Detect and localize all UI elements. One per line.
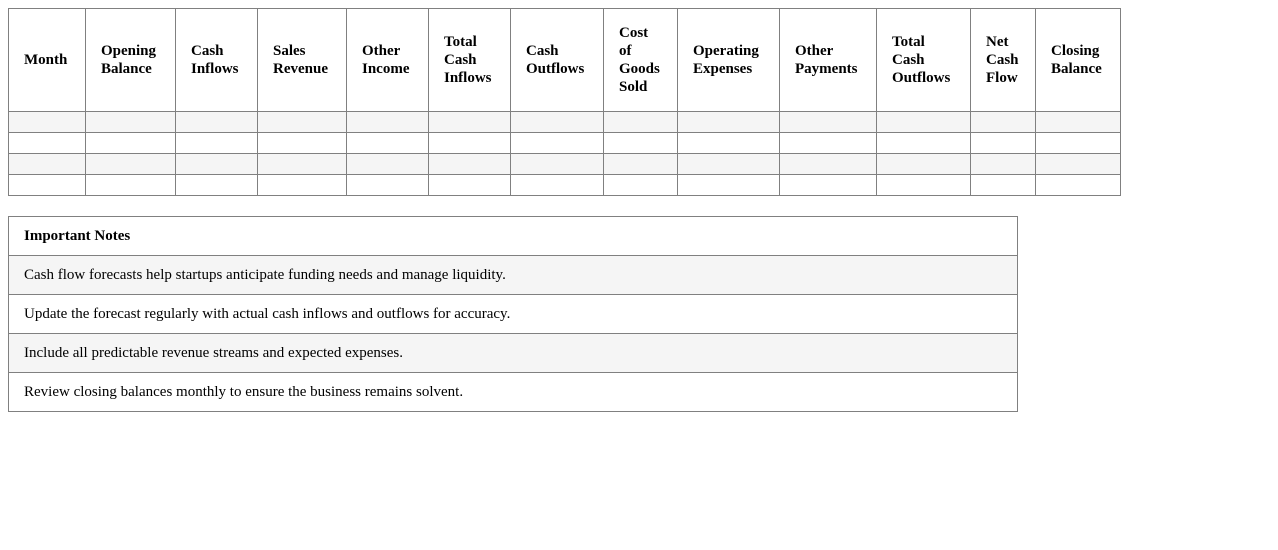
table-cell[interactable]: [86, 112, 176, 133]
header-cash-outflows: Cash Outflows: [511, 9, 604, 112]
table-cell[interactable]: [877, 133, 971, 154]
table-row: [9, 133, 1121, 154]
note-row: [9, 256, 1018, 295]
table-cell[interactable]: [86, 154, 176, 175]
table-cell[interactable]: [429, 175, 511, 196]
table-cell[interactable]: [1036, 154, 1121, 175]
table-cell[interactable]: [258, 175, 347, 196]
notes-header-row: [9, 217, 1018, 256]
table-cell[interactable]: [176, 154, 258, 175]
header-cash-inflows: Cash Inflows: [176, 9, 258, 112]
header-month: Month: [9, 9, 86, 112]
table-cell[interactable]: [511, 175, 604, 196]
important-notes-table: [8, 216, 1018, 412]
note-text: Update the forecast regularly with actual cash inflows and outflows for accuracy.: [9, 295, 1018, 334]
header-operating-expenses: Operating Expenses: [678, 9, 780, 112]
table-cell[interactable]: [1036, 112, 1121, 133]
table-row: [9, 154, 1121, 175]
header-closing-balance: Closing Balance: [1036, 9, 1121, 112]
table-cell[interactable]: [176, 112, 258, 133]
table-row: [9, 175, 1121, 196]
table-cell[interactable]: [604, 175, 678, 196]
note-row: [9, 373, 1018, 412]
note-text: Cash flow forecasts help startups anticipate funding needs and manage liquidity.: [9, 256, 1018, 295]
table-cell[interactable]: [604, 112, 678, 133]
table-cell[interactable]: [877, 154, 971, 175]
table-cell[interactable]: [877, 175, 971, 196]
table-cell[interactable]: [9, 175, 86, 196]
table-cell[interactable]: [604, 133, 678, 154]
table-cell[interactable]: [429, 154, 511, 175]
table-cell[interactable]: [971, 112, 1036, 133]
header-total-cash-inflows: Total Cash Inflows: [429, 9, 511, 112]
table-cell[interactable]: [347, 175, 429, 196]
table-cell[interactable]: [258, 112, 347, 133]
table-cell[interactable]: [511, 154, 604, 175]
note-text: Include all predictable revenue streams and expected expenses.: [9, 334, 1018, 373]
header-other-payments: Other Payments: [780, 9, 877, 112]
table-cell[interactable]: [678, 175, 780, 196]
table-cell[interactable]: [780, 133, 877, 154]
table-row: [9, 112, 1121, 133]
header-other-income: Other Income: [347, 9, 429, 112]
table-cell[interactable]: [347, 154, 429, 175]
table-cell[interactable]: [780, 154, 877, 175]
table-cell[interactable]: [176, 175, 258, 196]
table-cell[interactable]: [511, 112, 604, 133]
table-cell[interactable]: [86, 175, 176, 196]
table-cell[interactable]: [176, 133, 258, 154]
table-cell[interactable]: [347, 112, 429, 133]
table-cell[interactable]: [780, 112, 877, 133]
header-row: [9, 9, 1121, 112]
cash-flow-forecast-table: [8, 8, 1121, 196]
header-cost-of-goods-sold: Cost of Goods Sold: [604, 9, 678, 112]
header-opening-balance: Opening Balance: [86, 9, 176, 112]
header-net-cash-flow: Net Cash Flow: [971, 9, 1036, 112]
table-cell[interactable]: [9, 154, 86, 175]
table-cell[interactable]: [429, 112, 511, 133]
table-cell[interactable]: [971, 133, 1036, 154]
table-cell[interactable]: [877, 112, 971, 133]
table-cell[interactable]: [780, 175, 877, 196]
table-cell[interactable]: [1036, 175, 1121, 196]
table-cell[interactable]: [347, 133, 429, 154]
table-cell[interactable]: [971, 175, 1036, 196]
table-cell[interactable]: [511, 133, 604, 154]
table-cell[interactable]: [678, 154, 780, 175]
table-cell[interactable]: [258, 154, 347, 175]
header-total-cash-outflows: Total Cash Outflows: [877, 9, 971, 112]
table-cell[interactable]: [9, 112, 86, 133]
header-sales-revenue: Sales Revenue: [258, 9, 347, 112]
table-cell[interactable]: [86, 133, 176, 154]
table-cell[interactable]: [9, 133, 86, 154]
notes-title: Important Notes: [9, 217, 1018, 256]
table-cell[interactable]: [1036, 133, 1121, 154]
table-cell[interactable]: [678, 133, 780, 154]
note-text: Review closing balances monthly to ensure the business remains solvent.: [9, 373, 1018, 412]
note-row: [9, 334, 1018, 373]
table-cell[interactable]: [258, 133, 347, 154]
table-cell[interactable]: [604, 154, 678, 175]
table-cell[interactable]: [429, 133, 511, 154]
note-row: [9, 295, 1018, 334]
table-cell[interactable]: [971, 154, 1036, 175]
table-cell[interactable]: [678, 112, 780, 133]
